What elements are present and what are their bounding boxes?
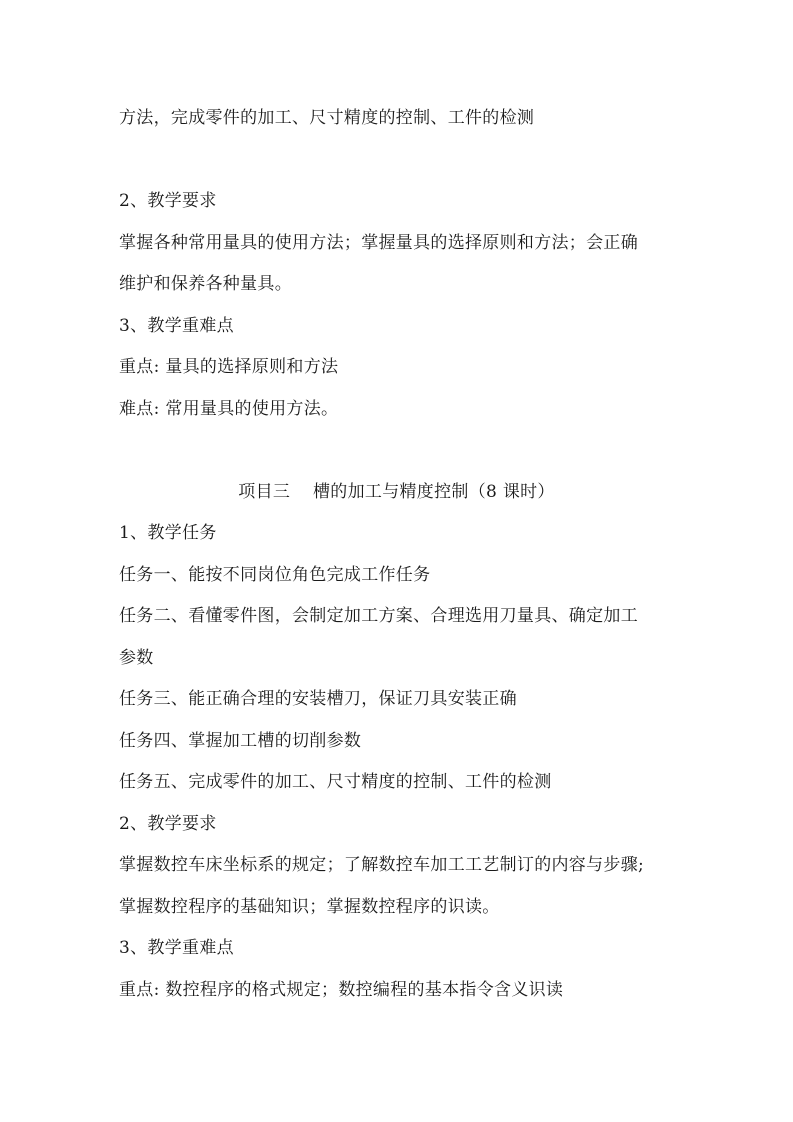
task-item: 任务二、看懂零件图，会制定加工方案、合理选用刀量具、确定加工 [119,606,638,626]
task-item-continued: 参数 [119,648,154,668]
paragraph-text: 重点: 数控程序的格式规定；数控编程的基本指令含义识读 [119,980,564,1000]
task-item: 任务一、能按不同岗位角色完成工作任务 [119,565,431,585]
task-item: 任务三、能正确合理的安装槽刀，保证刀具安装正确 [119,689,517,709]
paragraph-text: 掌握数控车床坐标系的规定；了解数控车加工工艺制订的内容与步骤; [119,855,645,875]
section-heading: 1、教学任务 [119,523,217,543]
task-item: 任务四、掌握加工槽的切削参数 [119,731,362,751]
section-heading: 3、教学重难点 [119,938,234,958]
paragraph-text: 方法，完成零件的加工、尺寸精度的控制、工件的检测 [119,108,535,128]
paragraph-text: 掌握数控程序的基础知识；掌握数控程序的识读。 [119,897,500,917]
section-heading: 2、教学要求 [119,191,217,211]
section-heading: 2、教学要求 [119,814,217,834]
paragraph-text: 难点: 常用量具的使用方法。 [119,399,339,419]
paragraph-text: 维护和保养各种量具。 [119,274,292,294]
task-item: 任务五、完成零件的加工、尺寸精度的控制、工件的检测 [119,772,552,792]
section-heading: 3、教学重难点 [119,316,234,336]
paragraph-text: 重点: 量具的选择原则和方法 [119,357,339,377]
project-title: 项目三 槽的加工与精度控制（8 课时） [238,482,555,502]
paragraph-text: 掌握各种常用量具的使用方法；掌握量具的选择原则和方法；会正确 [119,233,638,253]
